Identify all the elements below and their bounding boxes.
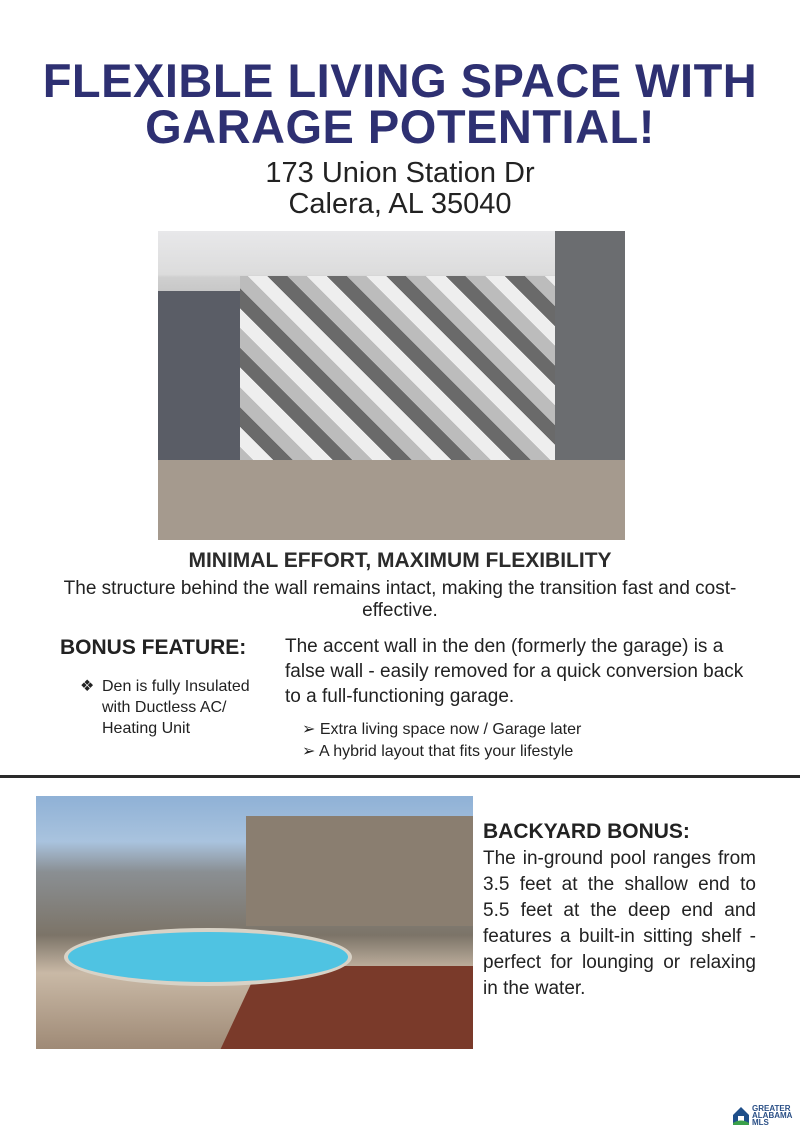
den-line-2: with Ductless AC/: [102, 699, 227, 716]
den-line-1: Den is fully Insulated: [102, 678, 250, 695]
bonus-label: BONUS FEATURE:: [60, 636, 247, 659]
pool: [64, 928, 352, 986]
diamond-bullet-icon: ❖: [80, 678, 95, 695]
house: [246, 816, 473, 926]
arrow-list: [302, 719, 581, 763]
backyard-body: The in-ground pool ranges from 3.5 feet at the shallow end to 5.5 feet at the deep end and features a built-in sitting shelf - perfect for lounging or relaxing in the water.: [483, 848, 756, 999]
arrow-item-text: A hybrid layout that fits your lifestyle: [318, 743, 574, 760]
den-floor: [158, 460, 625, 540]
logo-line-3: MLS: [752, 1118, 769, 1127]
address-city: Calera, AL 35040: [288, 188, 512, 220]
address-street: 173 Union Station Dr: [265, 157, 535, 189]
den-bullet: [80, 676, 250, 739]
bonus-text: The accent wall in the den (formerly the garage) is a false wall - easily removed for a quick conversion back to a full-functioning garage.: [285, 636, 744, 707]
divider: [0, 775, 800, 778]
arrow-bullet-icon: ➢: [302, 721, 320, 738]
backyard-photo: [36, 796, 473, 1049]
arrow-item-text: Extra living space now / Garage later: [319, 721, 582, 738]
arrow-item: [302, 719, 581, 741]
title-line-2: GARAGE POTENTIAL!: [145, 100, 655, 153]
section-heading: MINIMAL EFFORT, MAXIMUM FLEXIBILITY: [188, 549, 612, 572]
address: [0, 158, 800, 220]
den-line-3: Heating Unit: [102, 720, 191, 737]
arrow-bullet-icon: ➢: [302, 743, 319, 760]
logo-line-2: ALABAMA: [752, 1111, 793, 1120]
section-body: The structure behind the wall remains intact, making the transition fast and cost-effective.: [63, 578, 737, 621]
flyer-title: [0, 54, 800, 153]
arrow-item: [302, 741, 581, 763]
logo-line-1: GREATER: [752, 1104, 791, 1113]
title-line-1: FLEXIBLE LIVING SPACE WITH: [42, 54, 758, 107]
den-photo: [158, 231, 625, 540]
mls-logo: [733, 1105, 792, 1126]
house-logo-icon: [733, 1107, 749, 1125]
backyard-heading: BACKYARD BONUS:: [483, 820, 690, 843]
